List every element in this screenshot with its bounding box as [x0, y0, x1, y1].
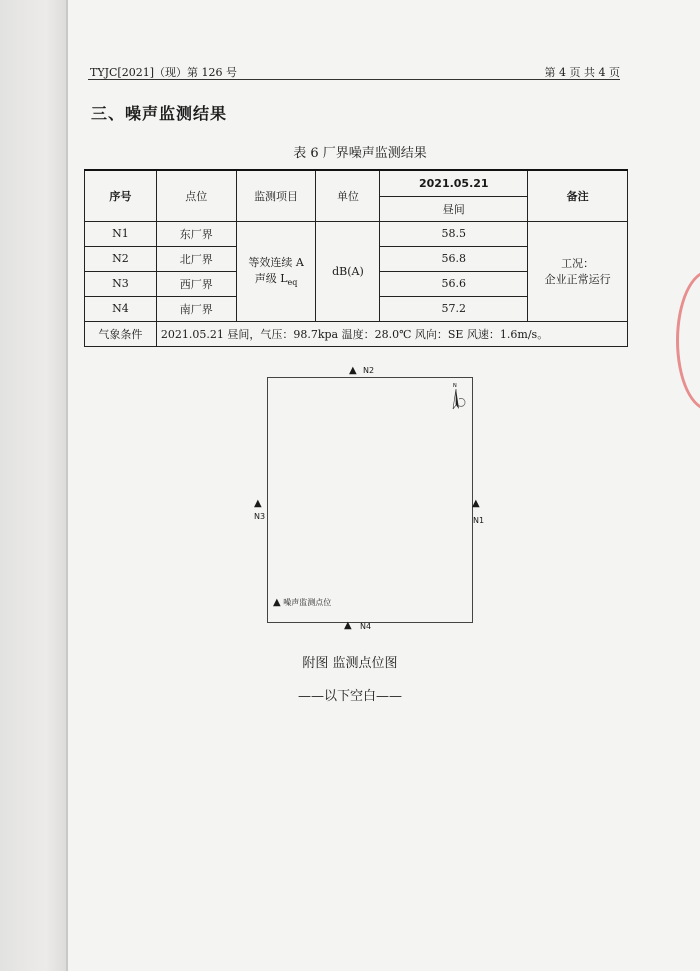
weather-text: 2021.05.21 昼间，气压：98.7kpa 温度：28.0℃ 风向：SE 风速：1.6m/s。 [156, 321, 627, 346]
item-subscript: eq [287, 278, 298, 288]
weather-label: 气象条件 [85, 321, 157, 346]
header-item: 监测项目 [236, 170, 316, 221]
row-value: 56.6 [380, 271, 528, 296]
site-boundary-map [267, 377, 473, 623]
section-title: 三、噪声监测结果 [91, 104, 228, 123]
item-line-1: 等效连续 A [248, 256, 304, 270]
unit-value: dB(A) [316, 221, 380, 321]
figure-caption: 附图 监测点位图 [302, 656, 398, 671]
header-remark: 备注 [528, 170, 628, 221]
table-row [85, 221, 628, 246]
remark-line-1: 工况： [561, 257, 595, 270]
row-value: 58.5 [380, 221, 528, 246]
header-seq: 序号 [85, 170, 157, 221]
legend-text: 噪声监测点位 [283, 598, 332, 607]
row-seq: N2 [85, 246, 157, 271]
n2-label: N2 [363, 366, 375, 375]
row-point: 西厂界 [156, 271, 236, 296]
blank-notice: ——以下空白—— [297, 689, 402, 704]
row-value: 57.2 [380, 296, 528, 321]
weather-row [85, 321, 628, 346]
red-seal-stamp [676, 270, 700, 411]
row-seq: N4 [85, 296, 157, 321]
row-value: 56.8 [380, 246, 528, 271]
n1-label: N1 [473, 516, 485, 525]
n3-label: N3 [254, 512, 266, 521]
north-arrow-icon [447, 381, 469, 413]
row-point: 东厂界 [156, 221, 236, 246]
header-period: 昼间 [380, 196, 528, 221]
n4-label: N4 [360, 622, 372, 631]
monitoring-item [236, 221, 316, 321]
compass-label: N [453, 383, 457, 389]
row-point: 北厂界 [156, 246, 236, 271]
header-point: 点位 [156, 170, 236, 221]
row-point: 南厂界 [156, 296, 236, 321]
header-date: 2021.05.21 [380, 170, 528, 196]
report-number: TYJC[2021]（现）第 126 号 [90, 66, 237, 79]
row-seq: N3 [85, 271, 157, 296]
n4-marker-icon: ▲ [344, 620, 352, 631]
noise-results-table [84, 169, 628, 347]
map-legend [273, 597, 331, 608]
n3-marker-icon: ▲ [254, 498, 262, 509]
page-number: 第 4 页 共 4 页 [544, 66, 620, 79]
remark-cell [528, 221, 628, 321]
remark-line-2: 企业正常运行 [544, 273, 611, 286]
legend-marker-icon: ▲ [273, 597, 281, 608]
item-line-2: 声级 L [254, 272, 288, 286]
table-caption: 表 6 厂界噪声监测结果 [293, 146, 427, 161]
n1-marker-icon: ▲ [472, 498, 480, 509]
row-seq: N1 [85, 221, 157, 246]
header-unit: 单位 [316, 170, 380, 221]
header-divider [88, 79, 620, 80]
n2-marker-icon: ▲ [349, 365, 357, 376]
